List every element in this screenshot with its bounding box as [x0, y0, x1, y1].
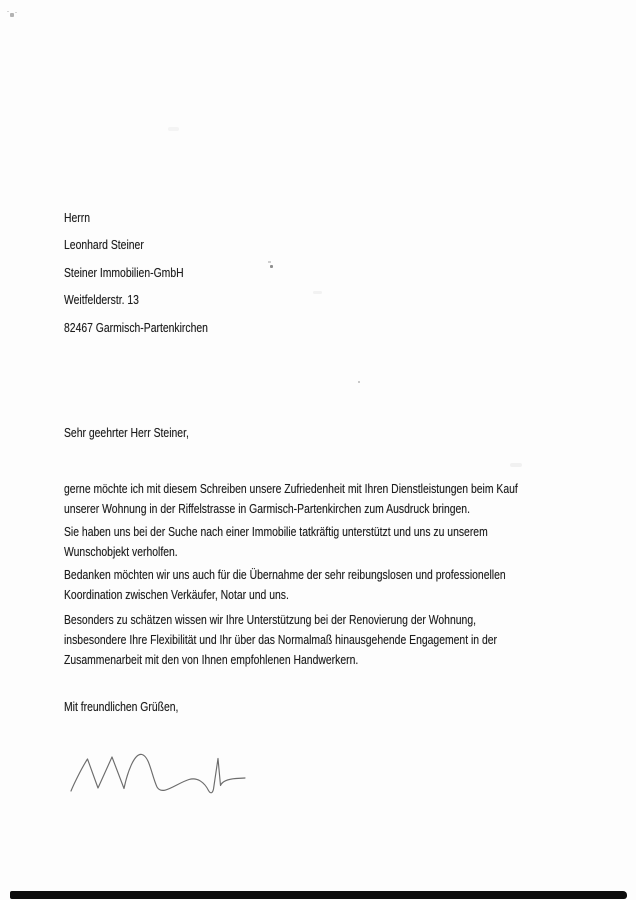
paragraph-line: Besonders zu schätzen wissen wir Ihre Unterstützung bei der Renovierung der Wohnung, — [64, 612, 476, 627]
paragraph-line: gerne möchte ich mit diesem Schreiben unsere Zufriedenheit mit Ihren Dienstleistungen beim Kauf — [64, 481, 518, 496]
scan-smudge-upper — [168, 127, 179, 131]
body-paragraph-1 — [64, 479, 518, 519]
paragraph-line: Sie haben uns bei der Suche nach einer Immobilie tatkräftig unterstützt und uns zu unserem — [64, 524, 488, 539]
recipient-line-name: Leonhard Steiner — [64, 237, 144, 253]
paragraph-line: unserer Wohnung in der Riffelstrasse in Garmisch-Partenkirchen zum Ausdruck bringen. — [64, 501, 470, 516]
recipient-address-block — [64, 204, 208, 341]
paragraph-line: Wunschobjekt verholfen. — [64, 544, 178, 559]
scanner-edge-artifact — [10, 891, 627, 899]
recipient-line-herrn: Herrn — [64, 210, 91, 225]
paragraph-line: insbesondere Ihre Flexibilität und Ihr über das Normalmaß hinausgehende Engagement in der — [64, 632, 498, 647]
recipient-line-street: Weitfelderstr. 13 — [64, 292, 139, 308]
paragraph-line: Bedanken möchten wir uns auch für die Übernahme der sehr reibungslosen und professionellen — [64, 567, 506, 582]
scan-smudge-right — [510, 463, 522, 467]
recipient-line-company: Steiner Immobilien-GmbH — [64, 264, 184, 280]
closing-phrase: Mit freundlichen Grüßen, — [64, 699, 179, 714]
scan-speck-mid-right — [270, 265, 273, 268]
body-paragraph-4 — [64, 610, 497, 670]
salutation: Sehr geehrter Herr Steiner, — [64, 425, 189, 440]
signature-scrawl — [55, 735, 265, 810]
scan-speck-center — [358, 381, 360, 383]
body-paragraph-3 — [64, 565, 506, 605]
paragraph-line: Koordination zwischen Verkäufer, Notar und uns. — [64, 587, 289, 602]
scan-speck-top-left-3 — [15, 12, 17, 13]
scan-speck-mid-right-2 — [268, 261, 271, 263]
scan-speck-top-left-2 — [7, 11, 9, 12]
scan-speck-top-left — [10, 13, 14, 17]
paragraph-line: Zusammenarbeit mit den von Ihnen empfohlenen Handwerkern. — [64, 652, 359, 667]
body-paragraph-2 — [64, 522, 488, 562]
scan-smudge-address — [313, 291, 322, 294]
recipient-line-city: 82467 Garmisch-Partenkirchen — [64, 319, 208, 335]
